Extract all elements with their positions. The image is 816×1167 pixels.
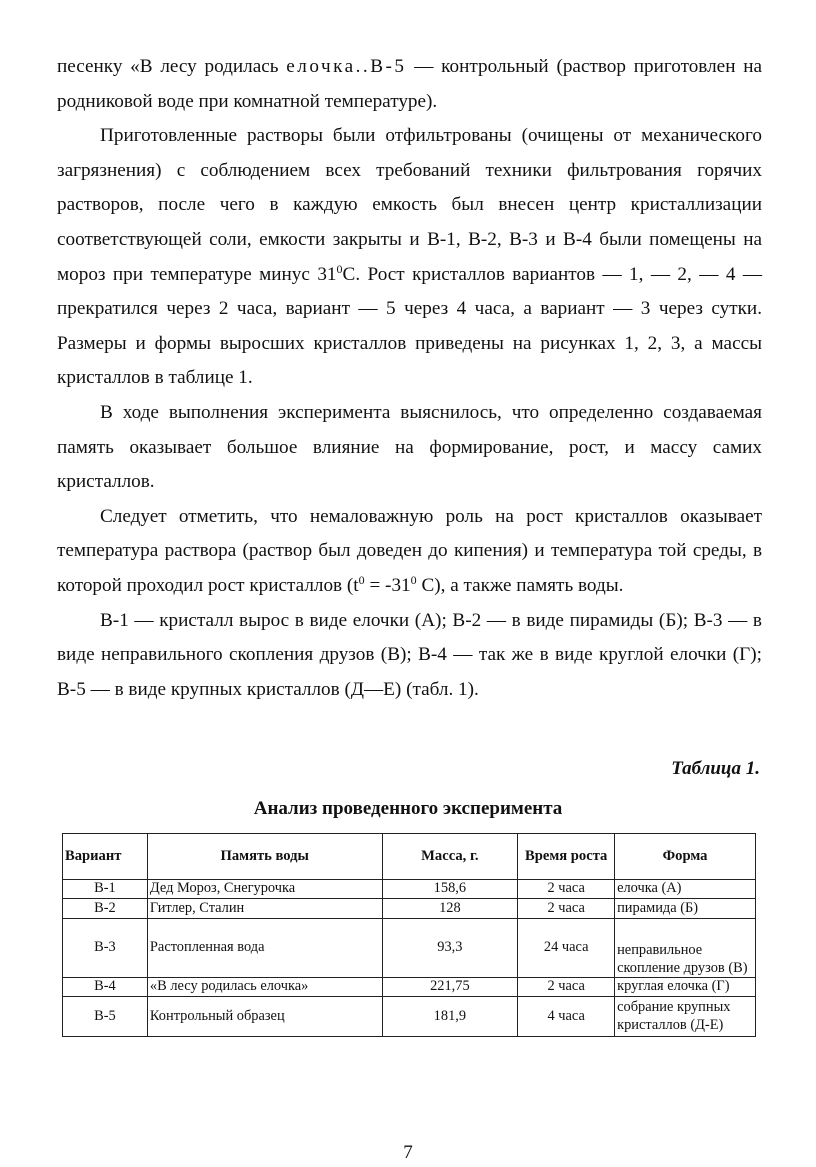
cell-variant: В-1 [63, 880, 148, 899]
paragraph-1-part-a: песенку «В лесу родилась [57, 56, 287, 77]
header-growth-time: Время роста [518, 834, 615, 880]
header-variant: Вариант [63, 834, 148, 880]
paragraph-2-part-b: С. Рост кристаллов вариантов — 1, — 2, — 4 — прекратился через 2 часа, вариант — 5 через 4 часа, а вариант — 3 через сутки. Размеры и формы выросших кристаллов приведены на рисунках 1, 2, 3, а массы кристаллов в таблице 1. [57, 263, 763, 389]
cell-shape: елочка (А) [615, 880, 756, 899]
cell-variant: В-4 [63, 978, 148, 997]
cell-shape: неправильное скопление друзов (В) [615, 919, 756, 978]
header-shape: Форма [615, 834, 756, 880]
cell-mass: 93,3 [382, 919, 518, 978]
page-number: 7 [403, 1142, 413, 1163]
cell-shape: пирамида (Б) [615, 899, 756, 919]
cell-growth-time: 24 часа [518, 919, 615, 978]
paragraph-4 [57, 500, 762, 604]
cell-variant: В-3 [63, 919, 148, 978]
cell-mass: 158,6 [382, 880, 518, 899]
degree-superscript: 0 [410, 572, 417, 587]
paragraph-5: В-1 — кристалл вырос в виде елочки (А); В-2 — в виде пирамиды (Б); В-3 — в виде неправильного скопления друзов (В); В-4 — так же в виде круглой елочки (Г); В-5 — в виде крупных кристаллов (Д—Е) (табл. 1). [57, 609, 762, 700]
cell-growth-time: 2 часа [518, 978, 615, 997]
cell-variant: В-5 [63, 997, 148, 1037]
cell-mass: 181,9 [382, 997, 518, 1037]
cell-mass: 128 [382, 899, 518, 919]
cell-shape: собрание крупных кристаллов (Д-Е) [615, 997, 756, 1037]
degree-superscript: 0 [358, 572, 365, 587]
table-row [63, 919, 756, 978]
header-water-memory: Память воды [147, 834, 382, 880]
paragraph-4-part-a: Следует отметить, что немаловажную роль на рост кристаллов оказывает температура раствора (раствор был доведен до кипения) и температура той среды, в которой проходил рост кристаллов (t [57, 505, 762, 596]
table-header-row [63, 834, 756, 880]
cell-water-memory: Дед Мороз, Снегурочка [147, 880, 382, 899]
cell-growth-time: 4 часа [518, 997, 615, 1037]
paragraph-1-part-c: — контрольный (раствор приготовлен на родниковой воде при комнатной температуре). [57, 56, 762, 112]
header-mass: Масса, г. [382, 834, 518, 880]
paragraph-2 [57, 119, 762, 396]
paragraph-4-part-c: С), а также память воды. [416, 574, 624, 596]
cell-water-memory: Гитлер, Сталин [147, 899, 382, 919]
paragraph-1-spaced: елочка..В-5 [286, 56, 407, 77]
cell-water-memory: Растопленная вода [147, 919, 382, 978]
results-table [62, 833, 756, 1037]
cell-water-memory: «В лесу родилась елочка» [147, 978, 382, 997]
paragraph-4-part-b: = -31 [364, 574, 411, 596]
table-row [63, 978, 756, 997]
paragraph-3: В ходе выполнения эксперимента выяснилось, что определенно создаваемая память оказывает большое влияние на формирование, рост, и массу самих кристаллов. [57, 401, 762, 493]
table-caption: Таблица 1. [671, 758, 760, 779]
body-text [57, 50, 762, 707]
table-row [63, 880, 756, 899]
cell-variant: В-2 [63, 899, 148, 919]
cell-growth-time: 2 часа [518, 899, 615, 919]
cell-mass: 221,75 [382, 978, 518, 997]
table-row [63, 899, 756, 919]
table-title: Анализ проведенного эксперимента [253, 798, 563, 819]
paragraph-1 [57, 50, 762, 119]
degree-superscript: 0 [336, 261, 343, 276]
cell-shape: круглая елочка (Г) [615, 978, 756, 997]
cell-growth-time: 2 часа [518, 880, 615, 899]
paragraph-2-part-a: Приготовленные растворы были отфильтрованы (очищены от механического загрязнения) с соблюдением всех требований техники фильтрования горячих растворов, после чего в каждую емкость был внесен центр кристаллизации соответствующей соли, емкости закрыты и В-1, В-2, В-3 и В-4 были помещены на мороз при температуре минус 31 [57, 125, 762, 285]
table-row [63, 997, 756, 1037]
cell-water-memory: Контрольный образец [147, 997, 382, 1037]
